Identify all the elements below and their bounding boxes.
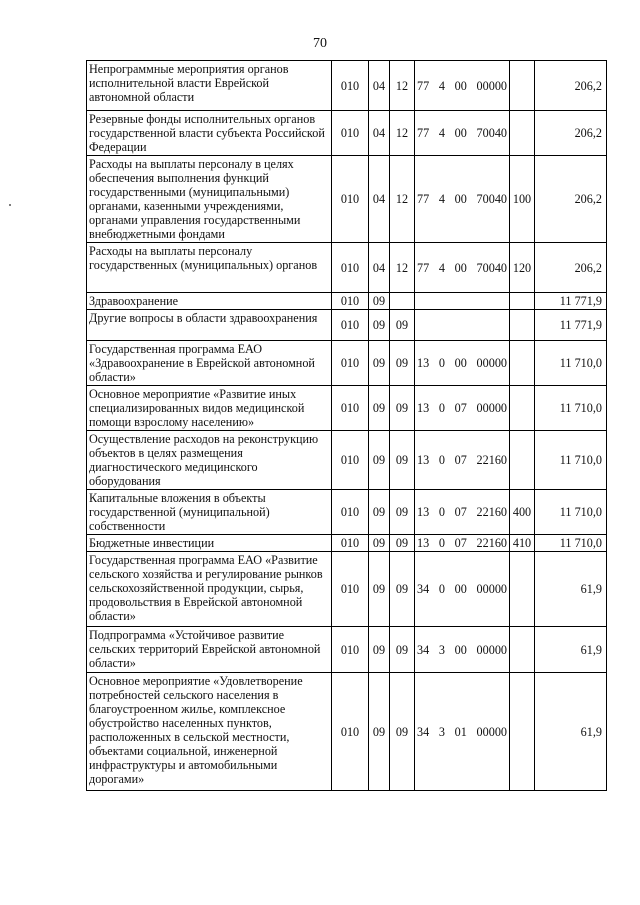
program-code-part: 3: [438, 642, 445, 657]
expense-type-code: 400: [510, 490, 535, 535]
program-code-part: 07: [454, 453, 467, 467]
subsection-code: 09: [390, 386, 415, 431]
program-code-parts: [415, 505, 509, 519]
program-code-part: 00: [454, 582, 467, 596]
program-code: [415, 386, 510, 431]
program-code-part: 0: [438, 536, 445, 550]
subsection-code: 09: [390, 627, 415, 673]
program-code-part: 00000: [476, 401, 507, 415]
program-code-part: 07: [454, 505, 467, 519]
program-code: [415, 243, 510, 293]
program-code-parts: [415, 725, 509, 739]
section-code: 09: [369, 535, 390, 552]
program-code-part: 13: [417, 505, 430, 519]
program-code: [415, 431, 510, 490]
table-row: [87, 627, 607, 673]
program-code: [415, 293, 510, 310]
program-code-part: 00000: [476, 78, 507, 93]
program-code: [415, 156, 510, 243]
program-code-part: 4: [438, 78, 445, 93]
ministry-code: 010: [332, 293, 369, 310]
section-code: 04: [369, 156, 390, 243]
program-code-part: 0: [438, 505, 445, 519]
amount: 11 710,0: [535, 535, 607, 552]
subsection-code: 09: [390, 673, 415, 791]
subsection-code: 09: [390, 431, 415, 490]
program-code-part: 00: [454, 126, 467, 140]
program-code-part: 77: [417, 126, 430, 140]
row-name: Бюджетные инвестиции: [87, 535, 332, 552]
table-row: [87, 243, 607, 293]
amount: 11 710,0: [535, 490, 607, 535]
table-row: [87, 431, 607, 490]
row-name: Осуществление расходов на реконструкцию объектов в целях размещения диагностического медицинского оборудования: [87, 431, 332, 490]
program-code-part: 34: [417, 724, 430, 739]
program-code-part: 0: [438, 356, 445, 370]
program-code-part: 01: [454, 724, 467, 739]
ministry-code: 010: [332, 552, 369, 627]
amount: 61,9: [535, 552, 607, 627]
program-code-parts: [415, 536, 509, 550]
program-code-part: 70040: [476, 260, 507, 275]
program-code-part: 77: [417, 192, 430, 206]
amount: 11 710,0: [535, 341, 607, 386]
amount: 206,2: [535, 111, 607, 156]
section-code: 09: [369, 293, 390, 310]
program-code: [415, 61, 510, 111]
amount: 61,9: [535, 627, 607, 673]
subsection-code: 09: [390, 552, 415, 627]
ministry-code: 010: [332, 535, 369, 552]
ministry-code: 010: [332, 61, 369, 111]
expense-type-code: [510, 111, 535, 156]
table-row: [87, 386, 607, 431]
table-row: [87, 111, 607, 156]
program-code: [415, 111, 510, 156]
page-number: 70: [313, 36, 327, 51]
program-code-part: 4: [438, 126, 445, 140]
section-code: 09: [369, 310, 390, 341]
subsection-code: 12: [390, 111, 415, 156]
row-name: Расходы на выплаты персоналу в целях обеспечения выполнения функций государственными (муниципальными) органами, казенными учреждениями, органами управления государственными внебюджетными фондами: [87, 156, 332, 243]
program-code-part: 0: [438, 401, 445, 415]
table-row: [87, 156, 607, 243]
ministry-code: 010: [332, 627, 369, 673]
table-row: [87, 61, 607, 111]
program-code-parts: [415, 582, 509, 596]
row-name: Резервные фонды исполнительных органов государственной власти субъекта Российской Федерации: [87, 111, 332, 156]
section-code: 09: [369, 431, 390, 490]
row-name: Основное мероприятие «Удовлетворение потребностей сельского населения в благоустроенном жилье, комплексное обустройство населенных пунктов, расположенных в сельской местности, объектами социальной, инженерной инфраструктуры и автомобильными дорогами»: [87, 673, 332, 791]
program-code-part: 13: [417, 536, 430, 550]
program-code: [415, 535, 510, 552]
program-code-part: 00000: [476, 582, 507, 596]
table-row: [87, 310, 607, 341]
program-code: [415, 552, 510, 627]
row-name: Государственная программа ЕАО «Здравоохранение в Еврейской автономной области»: [87, 341, 332, 386]
program-code-part: 0: [438, 582, 445, 596]
program-code-part: 4: [438, 260, 445, 275]
program-code-part: 22160: [476, 505, 507, 519]
row-name: Государственная программа ЕАО «Развитие сельского хозяйства и регулирование рынков сельскохозяйственной продукции, сырья, продовольствия в Еврейской автономной области»: [87, 552, 332, 627]
table-row: [87, 535, 607, 552]
ministry-code: 010: [332, 310, 369, 341]
row-name: Другие вопросы в области здравоохранения: [87, 310, 332, 341]
expense-type-code: [510, 552, 535, 627]
program-code: [415, 627, 510, 673]
program-code-part: 00: [454, 642, 467, 657]
program-code: [415, 310, 510, 341]
ministry-code: 010: [332, 386, 369, 431]
expense-type-code: [510, 61, 535, 111]
program-code-part: 00: [454, 356, 467, 370]
section-code: 04: [369, 111, 390, 156]
subsection-code: 09: [390, 490, 415, 535]
program-code: [415, 673, 510, 791]
program-code: [415, 490, 510, 535]
subsection-code: [390, 293, 415, 310]
program-code-parts: [415, 192, 509, 206]
program-code-part: 07: [454, 536, 467, 550]
program-code-part: 07: [454, 401, 467, 415]
table-row: [87, 293, 607, 310]
amount: 11 710,0: [535, 386, 607, 431]
ministry-code: 010: [332, 243, 369, 293]
program-code: [415, 341, 510, 386]
program-code-part: 00: [454, 192, 467, 206]
subsection-code: 09: [390, 535, 415, 552]
subsection-code: 12: [390, 156, 415, 243]
ministry-code: 010: [332, 431, 369, 490]
program-code-part: 13: [417, 453, 430, 467]
program-code-part: 0: [438, 453, 445, 467]
expense-type-code: [510, 386, 535, 431]
amount: 11 771,9: [535, 293, 607, 310]
section-code: 04: [369, 243, 390, 293]
expense-type-code: 100: [510, 156, 535, 243]
expense-type-code: 120: [510, 243, 535, 293]
table-row: [87, 490, 607, 535]
row-name: Расходы на выплаты персоналу государственных (муниципальных) органов: [87, 243, 332, 293]
scan-mark: [9, 204, 11, 206]
program-code-part: 22160: [476, 536, 507, 550]
amount: 11 771,9: [535, 310, 607, 341]
ministry-code: 010: [332, 673, 369, 791]
row-name: Капитальные вложения в объекты государственной (муниципальной) собственности: [87, 490, 332, 535]
program-code-parts: [415, 126, 509, 140]
program-code-part: 00: [454, 78, 467, 93]
expense-type-code: [510, 627, 535, 673]
program-code-part: 3: [438, 724, 445, 739]
section-code: 04: [369, 61, 390, 111]
expense-type-code: 410: [510, 535, 535, 552]
section-code: 09: [369, 627, 390, 673]
program-code-parts: [415, 356, 509, 370]
row-name: Основное мероприятие «Развитие иных специализированных видов медицинской помощи взрослому населению»: [87, 386, 332, 431]
amount: 206,2: [535, 243, 607, 293]
expense-type-code: [510, 293, 535, 310]
section-code: 09: [369, 673, 390, 791]
subsection-code: 09: [390, 341, 415, 386]
program-code-parts: [415, 401, 509, 415]
amount: 206,2: [535, 156, 607, 243]
program-code-part: 13: [417, 401, 430, 415]
row-name: Непрограммные мероприятия органов исполнительной власти Еврейской автономной области: [87, 61, 332, 111]
subsection-code: 12: [390, 243, 415, 293]
table-row: [87, 552, 607, 627]
subsection-code: 09: [390, 310, 415, 341]
section-code: 09: [369, 341, 390, 386]
program-code-part: 00: [454, 260, 467, 275]
program-code-part: 00000: [476, 356, 507, 370]
amount: 206,2: [535, 61, 607, 111]
ministry-code: 010: [332, 341, 369, 386]
section-code: 09: [369, 386, 390, 431]
program-code-part: 22160: [476, 453, 507, 467]
budget-table: [86, 60, 607, 791]
program-code-parts: [415, 261, 509, 275]
program-code-part: 00000: [476, 724, 507, 739]
program-code-part: 34: [417, 582, 430, 596]
subsection-code: 12: [390, 61, 415, 111]
expense-type-code: [510, 673, 535, 791]
table-row: [87, 341, 607, 386]
program-code-part: 77: [417, 78, 430, 93]
program-code-parts: [415, 79, 509, 93]
expense-type-code: [510, 341, 535, 386]
ministry-code: 010: [332, 490, 369, 535]
program-code-parts: [415, 453, 509, 467]
program-code-part: 70040: [476, 126, 507, 140]
section-code: 09: [369, 490, 390, 535]
table-row: [87, 673, 607, 791]
program-code-part: 00000: [476, 642, 507, 657]
program-code-part: 77: [417, 260, 430, 275]
amount: 61,9: [535, 673, 607, 791]
ministry-code: 010: [332, 111, 369, 156]
table-body: [87, 61, 607, 791]
row-name: Подпрограмма «Устойчивое развитие сельских территорий Еврейской автономной области»: [87, 627, 332, 673]
section-code: 09: [369, 552, 390, 627]
ministry-code: 010: [332, 156, 369, 243]
row-name: Здравоохранение: [87, 293, 332, 310]
expense-type-code: [510, 431, 535, 490]
program-code-part: 4: [438, 192, 445, 206]
program-code-part: 13: [417, 356, 430, 370]
program-code-part: 70040: [476, 192, 507, 206]
program-code-parts: [415, 643, 509, 657]
amount: 11 710,0: [535, 431, 607, 490]
program-code-part: 34: [417, 642, 430, 657]
expense-type-code: [510, 310, 535, 341]
